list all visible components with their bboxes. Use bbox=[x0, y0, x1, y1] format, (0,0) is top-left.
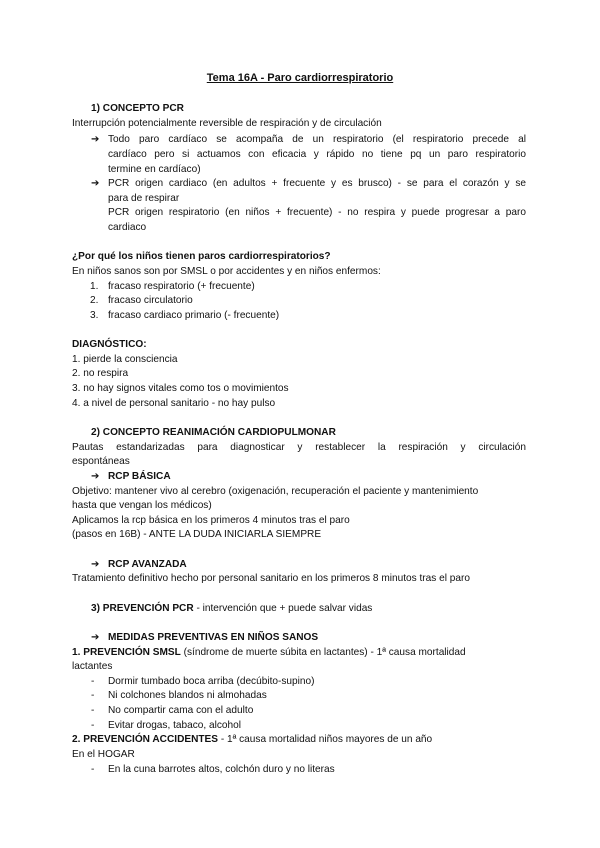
dash-bullet: - bbox=[91, 690, 95, 701]
smsl-item: Ni colchones blandos ni almohadas bbox=[108, 690, 267, 701]
rcp-basic-heading: RCP BÁSICA bbox=[108, 471, 171, 482]
dash-bullet: - bbox=[91, 764, 95, 775]
page-title: Tema 16A - Paro cardiorrespiratorio bbox=[206, 72, 394, 84]
smsl-prevention-desc: (síndrome de muerte súbita en lactantes) - 1ª causa mortalidad bbox=[180, 647, 466, 658]
diagnosis-item: 2. no respira bbox=[72, 368, 129, 379]
section-2-desc-line-2: espontáneas bbox=[72, 456, 130, 467]
rcp-basic-line: Aplicamos la rcp básica en los primeros 4 minutos tras el paro bbox=[72, 515, 350, 526]
smsl-prevention-heading: 1. PREVENCIÓN SMSL bbox=[72, 647, 181, 658]
section-3-heading: 3) PREVENCIÓN PCR bbox=[91, 603, 194, 614]
rcp-advanced-heading: RCP AVANZADA bbox=[108, 559, 187, 570]
preventive-measures-heading: MEDIDAS PREVENTIVAS EN NIÑOS SANOS bbox=[108, 632, 319, 643]
why-answer: En niños sanos son por SMSL o por accidentes y en niños enfermos: bbox=[72, 266, 381, 277]
bullet-1-line-3: termine en cardíaco) bbox=[108, 164, 201, 175]
arrow-bullet-icon: ➔ bbox=[91, 559, 100, 570]
list-number: 2. bbox=[90, 295, 99, 306]
bullet-1-line-2: cardíaco pero si actuamos con eficacia y rápido no tiene pq un paro respiratorio bbox=[108, 149, 526, 160]
arrow-bullet-icon: ➔ bbox=[91, 471, 100, 482]
rcp-advanced-line: Tratamiento definitivo hecho por personal sanitario en los primeros 8 minutos tras el paro bbox=[72, 573, 470, 584]
home-heading: En el HOGAR bbox=[72, 749, 135, 760]
list-number: 1. bbox=[90, 281, 99, 292]
rcp-basic-line: (pasos en 16B) - ANTE LA DUDA INICIARLA SIEMPRE bbox=[72, 529, 322, 540]
section-3-heading-rest: - intervención que + puede salvar vidas bbox=[193, 603, 373, 614]
section-1-heading: 1) CONCEPTO PCR bbox=[91, 103, 184, 114]
list-number: 3. bbox=[90, 310, 99, 321]
section-2-desc-line-1: Pautas estandarizadas para diagnosticar y restablecer la respiración y circulación bbox=[72, 442, 526, 453]
home-item: En la cuna barrotes altos, colchón duro y no literas bbox=[108, 764, 335, 775]
smsl-item: Dormir tumbado boca arriba (decúbito-supino) bbox=[108, 676, 315, 687]
smsl-item: No compartir cama con el adulto bbox=[108, 705, 254, 716]
rcp-basic-line: Objetivo: mantener vivo al cerebro (oxigenación, recuperación el paciente y mantenimiento bbox=[72, 486, 479, 497]
arrow-bullet-icon: ➔ bbox=[91, 134, 100, 145]
bullet-1-line-1: Todo paro cardíaco se acompaña de un respiratorio (el respiratorio precede al bbox=[108, 134, 526, 145]
bullet-2-line-3: PCR origen respiratorio (en niños + frecuente) - no respira y puede progresar a paro bbox=[108, 207, 526, 218]
accident-prevention-heading: 2. PREVENCIÓN ACCIDENTES bbox=[72, 734, 219, 745]
accident-prevention-desc: - 1ª causa mortalidad niños mayores de un año bbox=[218, 734, 433, 745]
rcp-basic-line: hasta que vengan los médicos) bbox=[72, 500, 212, 511]
smsl-item: Evitar drogas, tabaco, alcohol bbox=[108, 720, 241, 731]
section-1-definition: Interrupción potencialmente reversible de respiración y de circulación bbox=[72, 118, 382, 129]
diagnosis-heading: DIAGNÓSTICO: bbox=[72, 339, 147, 350]
list-item: fracaso circulatorio bbox=[108, 295, 193, 306]
bullet-2-line-2: para de respirar bbox=[108, 193, 180, 204]
arrow-bullet-icon: ➔ bbox=[91, 632, 100, 643]
diagnosis-item: 4. a nivel de personal sanitario - no hay pulso bbox=[72, 398, 276, 409]
smsl-prevention-line bbox=[72, 646, 466, 661]
diagnosis-item: 1. pierde la consciencia bbox=[72, 354, 178, 365]
accident-prevention-line bbox=[72, 733, 432, 748]
section-3-heading-line bbox=[91, 602, 372, 617]
dash-bullet: - bbox=[91, 705, 95, 716]
arrow-bullet-icon: ➔ bbox=[91, 178, 100, 189]
list-item: fracaso cardiaco primario (- frecuente) bbox=[108, 310, 280, 321]
section-2-heading: 2) CONCEPTO REANIMACIÓN CARDIOPULMONAR bbox=[91, 427, 336, 438]
dash-bullet: - bbox=[91, 720, 95, 731]
list-item: fracaso respiratorio (+ frecuente) bbox=[108, 281, 255, 292]
why-question: ¿Por qué los niños tienen paros cardiorrespiratorios? bbox=[72, 251, 331, 262]
dash-bullet: - bbox=[91, 676, 95, 687]
bullet-2-line-4: cardiaco bbox=[108, 222, 147, 233]
diagnosis-item: 3. no hay signos vitales como tos o movimientos bbox=[72, 383, 289, 394]
bullet-2-line-1: PCR origen cardiaco (en adultos + frecuente y es brusco) - se para el corazón y se bbox=[108, 178, 526, 189]
smsl-prevention-cont: lactantes bbox=[72, 661, 113, 672]
